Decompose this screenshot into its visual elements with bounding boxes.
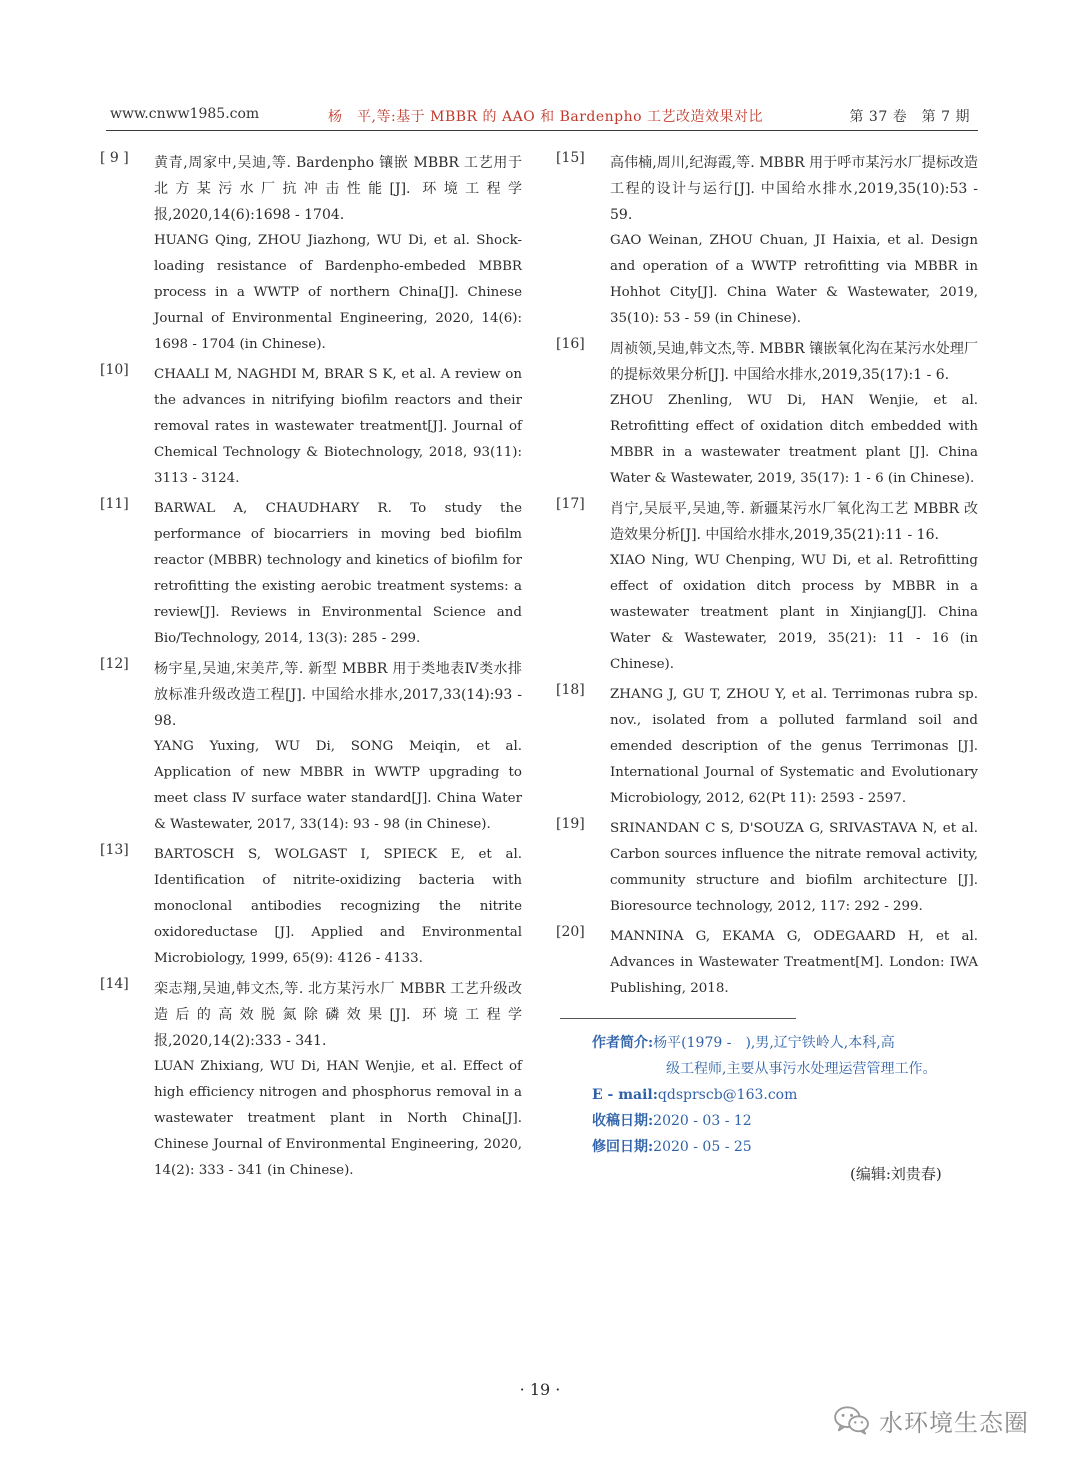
- reference-zh: 周祯领,吴迪,韩文杰,等. MBBR 镶嵌氧化沟在某污水处理厂的提标效果分析[J]. 中国给水排水,2019,35(17):1 - 6.: [610, 341, 978, 383]
- reference-number: [16]: [556, 336, 585, 352]
- reference-item: [556, 496, 978, 678]
- reference-number: [15]: [556, 150, 585, 166]
- received-date-row: [592, 1108, 980, 1134]
- page-number: · 19 ·: [519, 1380, 561, 1399]
- volume-issue: 第 37 卷 第 7 期: [849, 109, 970, 125]
- reference-item: [100, 496, 522, 652]
- received-date: 2020 - 03 - 12: [653, 1113, 752, 1129]
- reference-number: [20]: [556, 924, 585, 940]
- reference-en: BARWAL A, CHAUDHARY R. To study the performance of biocarriers in moving bed biofilm reactor (MBBR) technology and kinetics of biofilm for retrofitting the existing aerobic treatment systems: a review[J]. Reviews in Environmental Science and Bio/Technology, 2014, 13(3): 285 - 299.: [154, 501, 522, 646]
- watermark: [833, 1402, 1029, 1438]
- reference-number: [18]: [556, 682, 585, 698]
- bio-line-1: 杨平(1979 - ),男,辽宁铁岭人,本科,高: [653, 1035, 895, 1051]
- reference-zh: 杨宇星,吴迪,宋美芹,等. 新型 MBBR 用于类地表Ⅳ类水排放标准升级改造工程[J]. 中国给水排水,2017,33(14):93 - 98.: [154, 661, 522, 729]
- reference-column-right: [556, 150, 978, 1006]
- reference-column-left: [100, 150, 522, 1188]
- reference-item: [100, 976, 522, 1184]
- reference-item: [100, 842, 522, 972]
- email-label: E - mail:: [592, 1087, 658, 1103]
- bio-line-2: 级工程师,主要从事污水处理运营管理工作。: [666, 1061, 937, 1077]
- reference-item: [556, 924, 978, 1002]
- reference-item: [556, 682, 978, 812]
- editor-note: (编辑:刘贵春): [850, 1165, 942, 1183]
- running-header: [106, 104, 978, 131]
- reference-en: ZHOU Zhenling, WU Di, HAN Wenjie, et al. Retrofitting effect of oxidation ditch embedded with MBBR in a wastewater treatment plant [J]. China Water & Wastewater, 2019, 35(17): 1 - 6 (in Chinese).: [610, 393, 978, 486]
- reference-item: [556, 150, 978, 332]
- revised-label: 修回日期:: [592, 1139, 654, 1155]
- article-running-title: 杨 平,等:基于 MBBR 的 AAO 和 Bardenpho 工艺改造效果对比: [328, 109, 764, 125]
- reference-zh: 肖宁,吴辰平,吴迪,等. 新疆某污水厂氧化沟工艺 MBBR 改造效果分析[J]. 中国给水排水,2019,35(21):11 - 16.: [610, 501, 978, 543]
- reference-en: GAO Weinan, ZHOU Chuan, JI Haixia, et al. Design and operation of a WWTP retrofitting via MBBR in Hohhot City[J]. China Water & Wastewater, 2019, 35(10): 53 - 59 (in Chinese).: [610, 233, 978, 326]
- reference-en: CHAALI M, NAGHDI M, BRAR S K, et al. A review on the advances in nitrifying biofilm reactors and their removal rates in wastewater treatment[J]. Journal of Chemical Technology & Biotechnology, 2018, 93(11): 3113 - 3124.: [154, 367, 522, 486]
- reference-number: [10]: [100, 362, 129, 378]
- reference-item: [100, 150, 522, 358]
- reference-en: MANNINA G, EKAMA G, ODEGAARD H, et al. Advances in Wastewater Treatment[M]. London: IWA Publishing, 2018.: [610, 929, 978, 996]
- reference-number: [14]: [100, 976, 129, 992]
- bio-label: 作者简介:: [592, 1035, 654, 1051]
- revised-date-row: [592, 1134, 980, 1160]
- journal-site[interactable]: www.cnww1985.com: [110, 106, 260, 122]
- reference-item: [100, 656, 522, 838]
- received-label: 收稿日期:: [592, 1113, 654, 1129]
- reference-number: [11]: [100, 496, 129, 512]
- email-row: [592, 1082, 980, 1108]
- reference-item: [556, 336, 978, 492]
- reference-number: [ 9 ]: [100, 150, 129, 166]
- reference-en: HUANG Qing, ZHOU Jiazhong, WU Di, et al. Shock-loading resistance of Bardenpho-embeded MBBR process in a WWTP of northern China[J]. Chinese Journal of Environmental Engineering, 2020, 14(6): 1698 - 1704 (in Chinese).: [154, 233, 522, 352]
- reference-en: LUAN Zhixiang, WU Di, HAN Wenjie, et al. Effect of high efficiency nitrogen and phosphorus removal in a wastewater treatment plant in North China[J]. Chinese Journal of Environmental Engineering, 2020, 14(2): 333 - 341 (in Chinese).: [154, 1059, 522, 1178]
- reference-item: [100, 362, 522, 492]
- email-address[interactable]: qdsprscb@163.com: [657, 1087, 798, 1103]
- reference-zh: 黄青,周家中,吴迪,等. Bardenpho 镶嵌 MBBR 工艺用于北方某污水厂抗冲击性能[J]. 环境工程学报,2020,14(6):1698 - 1704.: [154, 155, 522, 223]
- reference-number: [19]: [556, 816, 585, 832]
- revised-date: 2020 - 05 - 25: [653, 1139, 752, 1155]
- reference-zh: 栾志翔,吴迪,韩文杰,等. 北方某污水厂 MBBR 工艺升级改造后的高效脱氮除磷效果[J]. 环境工程学报,2020,14(2):333 - 341.: [154, 981, 522, 1049]
- reference-en: YANG Yuxing, WU Di, SONG Meiqin, et al. Application of new MBBR in WWTP upgrading to meet class Ⅳ surface water standard[J]. China Water & Wastewater, 2017, 33(14): 93 - 98 (in Chinese).: [154, 739, 522, 832]
- reference-en: SRINANDAN C S, D'SOUZA G, SRIVASTAVA N, et al. Carbon sources influence the nitrate removal activity, community structure and biofilm architecture [J]. Bioresource technology, 2012, 117: 292 - 299.: [610, 821, 978, 914]
- reference-en: ZHANG J, GU T, ZHOU Y, et al. Terrimonas rubra sp. nov., isolated from a polluted farmland soil and emended description of the genus Terrimonas [J]. International Journal of Systematic and Evolutionary Microbiology, 2012, 62(Pt 11): 2593 - 2597.: [610, 687, 978, 806]
- reference-en: XIAO Ning, WU Chenping, WU Di, et al. Retrofitting effect of oxidation ditch process by MBBR in a wastewater treatment plant in Xinjiang[J]. China Water & Wastewater, 2019, 35(21): 11 - 16 (in Chinese).: [610, 553, 978, 672]
- reference-en: BARTOSCH S, WOLGAST I, SPIECK E, et al. Identification of nitrite-oxidizing bacteria with monoclonal antibodies recognizing the nitrite oxidoreductase [J]. Applied and Environmental Microbiology, 1999, 65(9): 4126 - 4133.: [154, 847, 522, 966]
- wechat-icon: [833, 1405, 871, 1435]
- reference-number: [17]: [556, 496, 585, 512]
- reference-item: [556, 816, 978, 920]
- author-bio: [592, 1030, 980, 1056]
- reference-zh: 高伟楠,周川,纪海霞,等. MBBR 用于呼市某污水厂提标改造工程的设计与运行[J]. 中国给水排水,2019,35(10):53 - 59.: [610, 155, 978, 223]
- author-bio-continued: [592, 1056, 980, 1082]
- author-info: [592, 1030, 980, 1160]
- footnote-divider: [560, 1018, 796, 1019]
- reference-number: [13]: [100, 842, 129, 858]
- reference-number: [12]: [100, 656, 129, 672]
- watermark-text: 水环境生态圈: [879, 1408, 1029, 1437]
